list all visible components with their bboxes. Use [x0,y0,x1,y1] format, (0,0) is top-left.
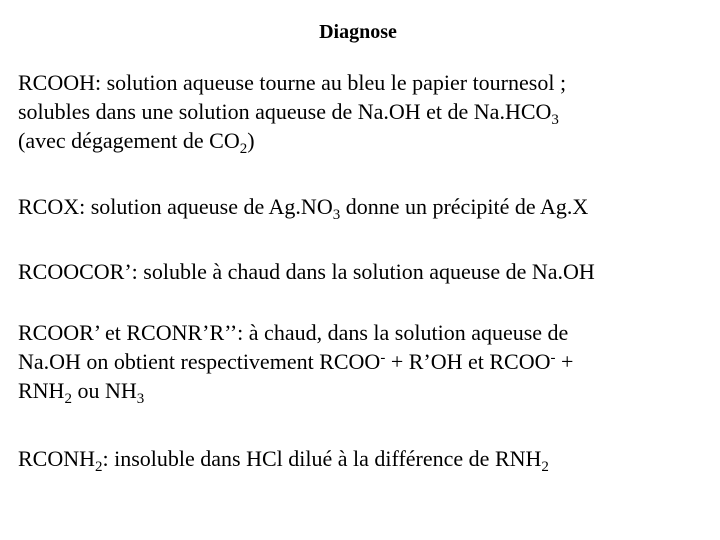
text-segment: Na.OH on obtient respectivement RCOO [18,349,381,374]
paragraph-rcooh-line-1 [18,68,708,97]
subscript: 3 [551,112,559,128]
paragraph-rcoor-line-1 [18,318,708,347]
subscript: 3 [136,391,145,407]
subscript: 2 [239,141,248,157]
subscript: 2 [95,459,103,475]
paragraph-rcoocor [18,257,708,286]
text-segment: ou NH [71,378,137,403]
text-segment: : insoluble dans HCl dilué à la différence de RNH [102,446,542,471]
text-segment: RNH [18,378,65,403]
subscript: 3 [332,207,341,223]
text-segment: donne un précipité de Ag.X [340,194,589,219]
text-segment: RCOOR’ et RCONR’R’’: à chaud, dans la solution aqueuse de [18,320,569,345]
superscript: - [550,350,556,366]
text-segment: + [555,349,574,374]
paragraph-rcoor-line-3 [18,376,708,405]
text-segment: RCOOCOR’: soluble à chaud dans la solution aqueuse de Na.OH [18,259,595,284]
superscript: - [380,350,386,366]
paragraph-rcoor-line-2 [18,347,708,376]
paragraph-rcooh-line-2 [18,97,708,126]
paragraph-rcoocor-line-1 [18,257,708,286]
subscript: 2 [64,391,72,407]
paragraph-rcooh-line-3 [18,126,708,155]
text-segment: + R’OH et RCOO [385,349,551,374]
paragraph-rcoor [18,318,708,405]
text-segment: RCONH [18,446,96,471]
paragraph-rconh2-line-1 [18,444,708,473]
text-segment: (avec dégagement de CO [18,128,240,153]
text-segment: RCOX: solution aqueuse de Ag.NO [18,194,333,219]
subscript: 2 [541,459,549,475]
paragraph-rcox [18,192,708,221]
text-segment: solubles dans une solution aqueuse de Na.OH et de Na.HCO [18,99,552,124]
paragraph-rcooh [18,68,708,155]
page-title: Diagnose [319,21,397,43]
text-segment: RCOOH: solution aqueuse tourne au bleu le papier tournesol ; [18,70,567,95]
paragraph-rcox-line-1 [18,192,708,221]
paragraph-rconh2 [18,444,708,473]
text-segment: ) [247,128,255,153]
